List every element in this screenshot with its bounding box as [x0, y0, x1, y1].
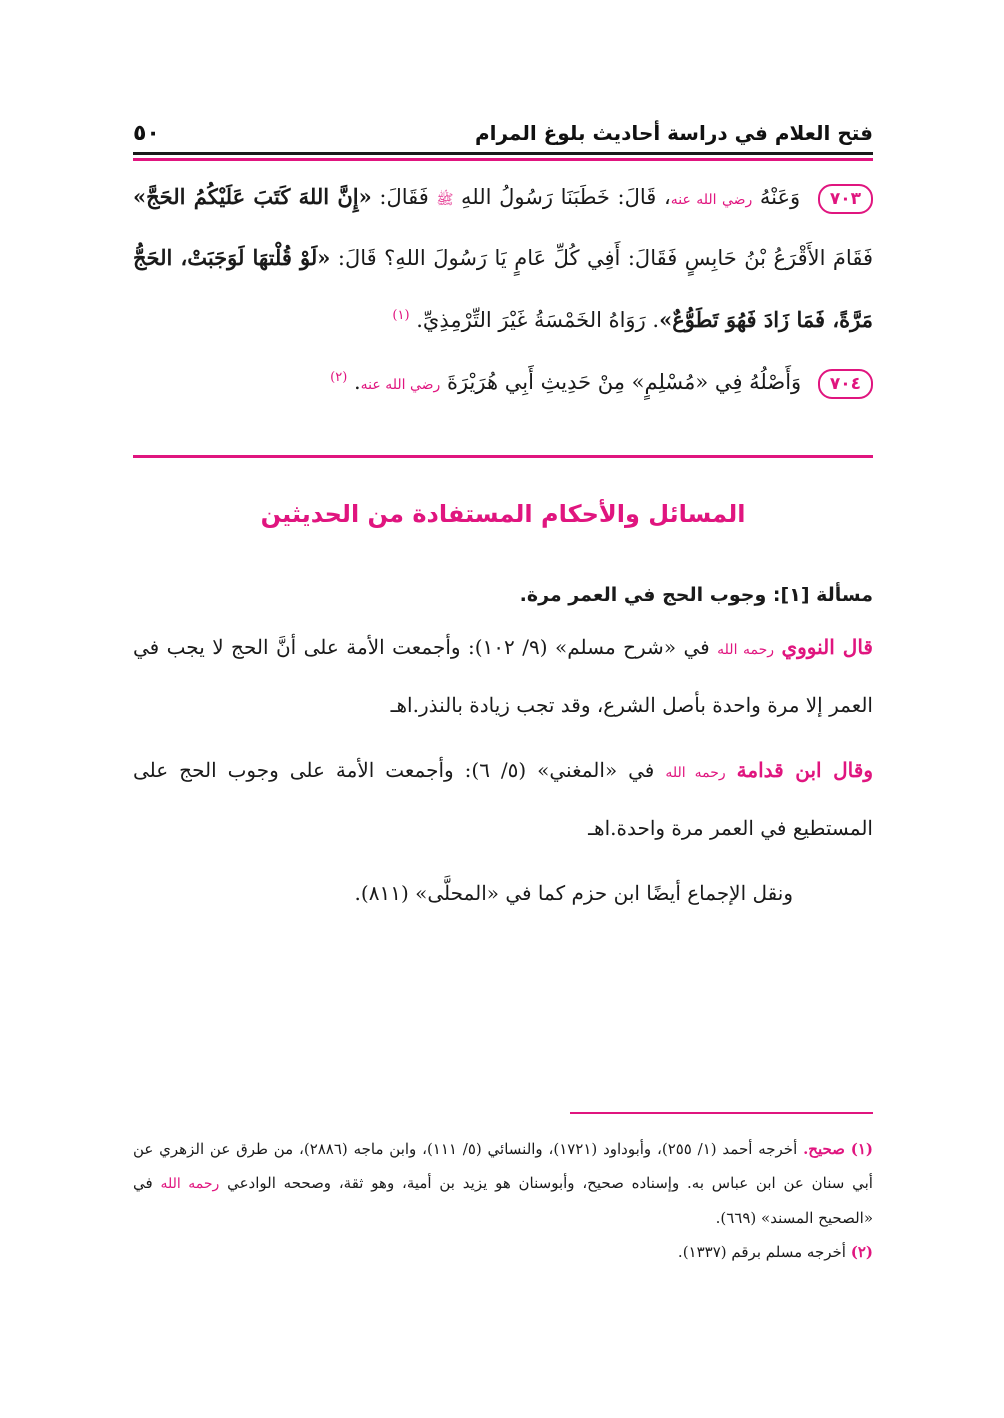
footnote-rule: [570, 1112, 873, 1114]
footnote-marker-1[interactable]: (١): [392, 308, 410, 323]
footnotes: [133, 1132, 873, 1269]
grading-label: صحيح.: [803, 1140, 845, 1158]
hadith-704-text: وَأَصْلُهُ فِي «مُسْلِمٍ» مِنْ حَدِيثِ أَبِي هُرَيْرَةَ: [446, 370, 802, 394]
issue-title: وجوب الحج في العمر مرة.: [519, 584, 767, 606]
footnote-text-end: في «الصحيح المسند» (٦٦٩).: [133, 1174, 873, 1227]
honorific-glyph: رحمه الله: [665, 765, 726, 781]
footnote-text: أخرجه أحمد (١/ ٢٥٥)، وأبوداود (١٧٢١)، والنسائي (٥/ ١١١)، وابن ماجه (٢٨٨٦)، من طرق عن الزهري عن أبي سنان عن ابن عباس به. وإسناده صحيح، وأبوسنان هو يزيد بن أمية، وهو ثقة، وصححه الوادعي: [133, 1140, 873, 1192]
hadith-number-badge: ٧٠٣: [818, 184, 873, 214]
honorific-glyph: رحمه الله: [160, 1176, 220, 1192]
hadith-text-3: فَقَامَ الأَقْرَعُ بْنُ حَابِسٍ فَقَالَ: أَفِي كُلِّ عَامٍ يَا رَسُولَ اللهِ؟ قَالَ:: [337, 246, 873, 270]
page-header: [133, 112, 873, 154]
paragraph-text: في «المغني» (٥/ ٦): وأجمعت الأمة على وجوب الحج على المستطيع في العمر مرة واحدة.اهـ: [133, 758, 873, 840]
speaker-name: قال النووي: [781, 635, 873, 659]
honorific-glyph: رضي الله عنه: [670, 192, 753, 208]
honorific-glyph: رحمه الله: [717, 642, 774, 658]
issue-heading: [133, 570, 873, 620]
speaker-name: وقال ابن قدامة: [736, 758, 873, 782]
page-number: ٥٠: [133, 120, 160, 146]
footnote-number: (١): [850, 1140, 874, 1158]
prophet-quote-2: «لَوْ قُلْتهَا لَوَجَبَتْ، الحَجُّ مَرَّةً، فَمَا زَادَ فَهُوَ تَطَوُّعٌ»: [133, 245, 873, 332]
hadith-704: [133, 349, 873, 414]
paragraph-ibn-qudamah: [133, 743, 873, 856]
section-divider: [133, 455, 873, 458]
footnote-1: [133, 1132, 873, 1235]
hadith-text-4: . رَوَاهُ الخَمْسَةُ غَيْرَ التِّرْمِذِيِّ.: [416, 308, 660, 332]
hadith-704-end: .: [353, 370, 361, 394]
section-title: المسائل والأحكام المستفادة من الحديثين: [260, 500, 746, 528]
header-rule-accent: [133, 158, 873, 161]
footnote-2: [133, 1235, 873, 1269]
footnote-text: أخرجه مسلم برقم (١٣٣٧).: [677, 1243, 846, 1261]
footnote-marker-2[interactable]: (٢): [330, 370, 348, 385]
hadith-text-2: فَقَالَ:: [379, 185, 429, 209]
body-block: [133, 570, 873, 921]
hadith-intro: وَعَنْهُ: [759, 185, 801, 209]
running-title: فتح العلام في دراسة أحاديث بلوغ المرام: [474, 121, 873, 145]
paragraph-nawawi: [133, 620, 873, 733]
honorific-glyph: رضي الله عنه: [360, 377, 441, 393]
paragraph-ibn-hazm: ونقل الإجماع أيضًا ابن حزم كما في «المحلَّى» (٨١١).: [354, 881, 793, 905]
paragraph-text: في «شرح مسلم» (٩/ ١٠٢): وأجمعت الأمة على أنَّ الحج لا يجب في العمر إلا مرة واحدة بأصل الشرع، وقد تجب زيادة بالنذر.اهـ: [133, 635, 873, 717]
footnote-number: (٢): [850, 1243, 873, 1261]
header-rule-dark: [133, 152, 873, 155]
hadith-703: [133, 168, 873, 349]
issue-label: مسألة [١]:: [772, 584, 873, 606]
hadith-text-1: ، قَالَ: خَطَبَنَا رَسُولُ اللهِ: [461, 185, 671, 209]
prophet-quote-1: «إِنَّ اللهَ كَتَبَ عَلَيْكُمُ الحَجَّ»: [133, 184, 372, 209]
hadith-number-badge: ٧٠٤: [818, 369, 873, 399]
hadith-block: [133, 168, 873, 414]
pbuh-glyph: ﷺ: [436, 192, 454, 208]
